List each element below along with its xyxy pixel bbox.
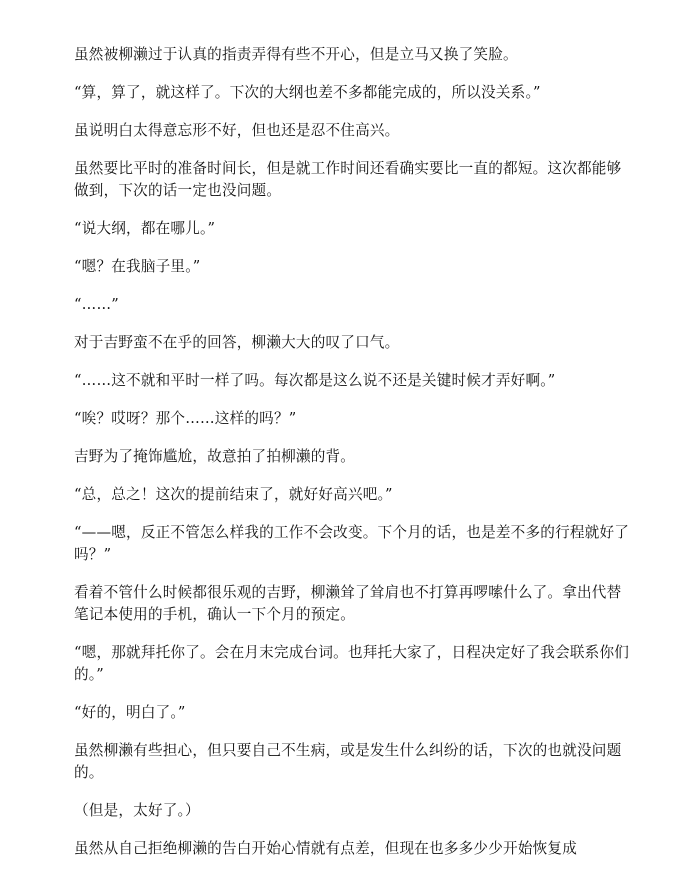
paragraph-6: “嗯？在我脑子里。” bbox=[74, 258, 201, 275]
paragraph-19: 虽然从自己拒绝柳濑的告白开始心情就有点差，但现在也多多少少开始恢复成 bbox=[74, 840, 577, 857]
paragraph-12: “总，总之！这次的提前结束了，就好好高兴吧。” bbox=[74, 486, 393, 503]
paragraph-14: 看着不管什么时候都很乐观的吉野，柳濑耸了耸肩也不打算再啰嗦什么了。拿出代替笔记本使用的手机，确认一下个月的预定。 bbox=[74, 584, 622, 623]
paragraph-16: “好的，明白了。” bbox=[74, 704, 186, 721]
paragraph-10: “唉？哎呀？那个……这样的吗？” bbox=[74, 410, 297, 427]
paragraph-18: （但是，太好了。） bbox=[74, 802, 200, 819]
paragraph-2: “算，算了，就这样了。下次的大纲也差不多都能完成的，所以没关系。” bbox=[74, 84, 541, 101]
paragraph-5: “说大纲，都在哪儿。” bbox=[74, 220, 216, 237]
paragraph-3: 虽说明白太得意忘形不好，但也还是忍不住高兴。 bbox=[74, 122, 400, 139]
paragraph-8: 对于吉野蛮不在乎的回答，柳濑大大的叹了口气。 bbox=[74, 334, 400, 351]
paragraph-4: 虽然要比平时的准备时间长，但是就工作时间还看确实要比一直的都短。这次都能够做到，下次的话一定也没问题。 bbox=[74, 160, 622, 199]
paragraph-11: 吉野为了掩饰尴尬，故意拍了拍柳濑的背。 bbox=[74, 448, 356, 465]
paragraph-15: “嗯，那就拜托你了。会在月末完成台词。也拜托大家了，日程决定好了我会联系你们的。” bbox=[74, 644, 630, 683]
paragraph-13: “——嗯，反正不管怎么样我的工作不会改变。下个月的话，也是差不多的行程就好了吗？” bbox=[74, 524, 630, 563]
paragraph-7: “……” bbox=[74, 296, 119, 313]
paragraph-9: “……这不就和平时一样了吗。每次都是这么说不还是关键时候才弄好啊。” bbox=[74, 372, 556, 389]
paragraph-1: 虽然被柳濑过于认真的指责弄得有些不开心，但是立马又换了笑脸。 bbox=[74, 46, 518, 63]
paragraph-17: 虽然柳濑有些担心，但只要自己不生病，或是发生什么纠纷的话，下次的也就没问题的。 bbox=[74, 742, 622, 781]
